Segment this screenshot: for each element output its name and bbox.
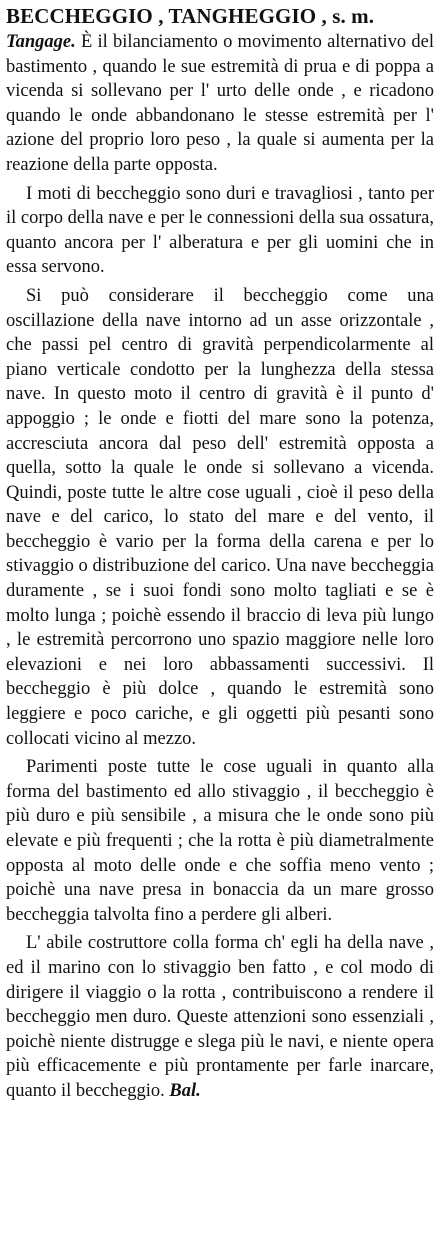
french-equivalent: Tangage.	[6, 32, 76, 52]
entry-paragraph-3: Si può considerare il beccheggio come una oscillazione della nave intorno ad un asse orizzontale , che passi pel centro di gravità perpendicolarmente al piano verticale condotto per la lunghezza della stessa nave. In questo moto il centro di gravità è il punto d' appoggio ; le onde e fiotti del mare sono la potenza, accresciuta ancora dal peso dell' estremità opposta a quella, sotto la quale le onde si sollevano a vicenda. Quindi, poste tutte le altre cose uguali , cioè il peso della nave e del carico, lo stato del mare e del vento, il beccheggio è vario per la forma della carena e per lo stivaggio o distribuzione del carico. Una nave beccheggia duramente , se i suoi fondi sono molto tagliati e se è molto lunga ; poichè essendo il braccio di leva più lungo , le estremità percorrono uno spazio maggiore nelle loro elevazioni e nei loro abbassamenti successivi. Il beccheggio è più dolce , quando le estremità sono leggiere e poco cariche, e gli oggetti più pesanti sono collocati vicino al mezzo.	[6, 285, 434, 749]
paragraph-1-text: È il bilanciamento o movimento alternativo del bastimento , quando le sue estremità di prua e di poppa a vicenda si sollevano per l' urto delle onde , e ricadono quando le onde abbandonano le stesse estremità per l' azione del proprio loro peso , la quale si aumenta per la reazione della parte opposta.	[6, 32, 435, 175]
paragraph-5-text: L' abile costruttore colla forma ch' egli ha della nave , ed il marino con lo stivaggio ben fatto , e col modo di dirigere il viaggio o la rotta , contribuiscono a rendere il beccheggio men duro. Queste attenzioni sono essenziali , poichè niente distrugge e slega più le navi, e niente opera più efficacemente e più prontamente per farle inarcare, quanto il beccheggio.	[6, 933, 434, 1101]
source-abbreviation: Bal.	[169, 1080, 201, 1101]
entry-paragraph-2: I moti di beccheggio sono duri e travagliosi , tanto per il corpo della nave e per le connessioni della sua ossatura, quanto ancora per l' alberatura e per gli uomini che in essa servono.	[6, 183, 434, 278]
entry-paragraph-5	[6, 931, 434, 1103]
entry-headword: BECCHEGGIO , TANGHEGGIO , s. m.	[6, 4, 375, 28]
entry-paragraph-1	[6, 30, 434, 178]
entry-paragraph-4: Parimenti poste tutte le cose uguali in quanto alla forma del bastimento ed allo stivaggio , il beccheggio è più duro e più sensibile , a misura che le onde sono più elevate e più frequenti ; che la rotta è più diametralmente opposta al moto delle onde e che soffia meno vento ; poichè una nave presa in bonaccia da un mare grosso beccheggia talvolta fino a perdere gli alberi.	[6, 757, 434, 925]
